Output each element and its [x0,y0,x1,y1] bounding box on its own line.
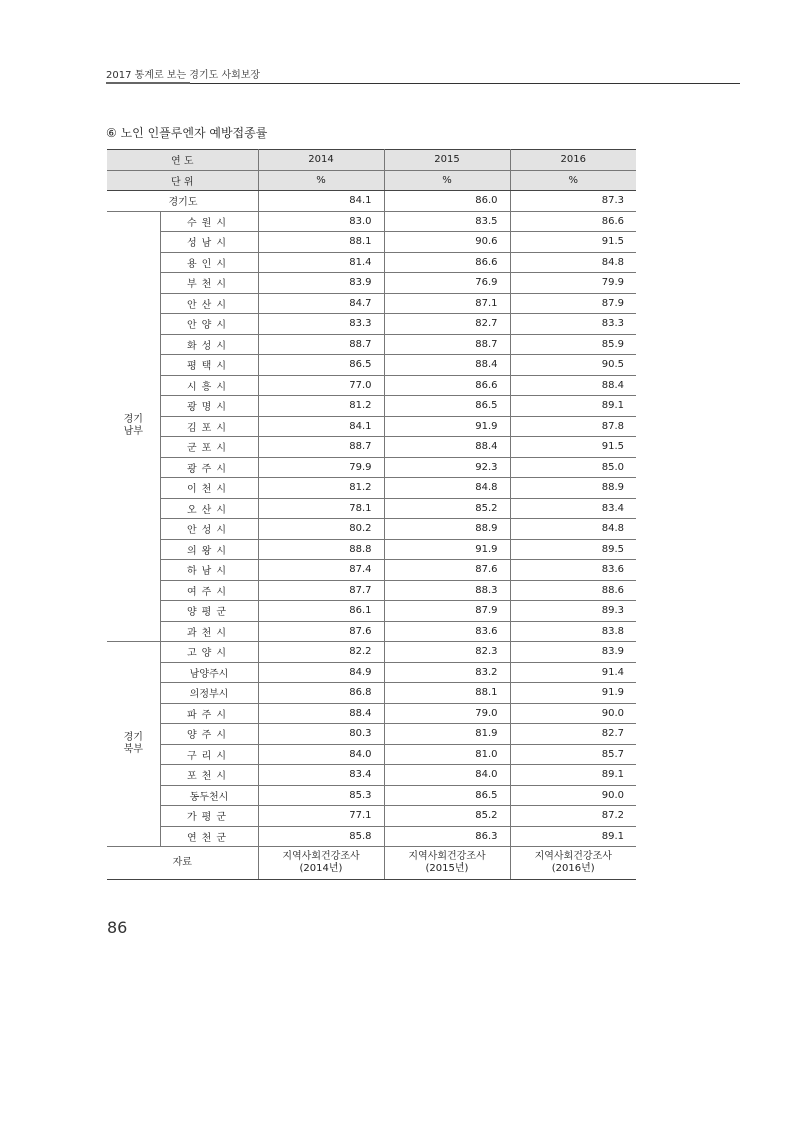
city-name: 여주시 [160,580,258,601]
city-name: 가평군 [160,806,258,827]
value-cell: 88.4 [384,355,510,376]
value-cell: 79.9 [258,457,384,478]
table-row [107,703,636,724]
city-name: 성남시 [160,232,258,253]
city-name: 파주시 [160,703,258,724]
city-name: 양주시 [160,724,258,745]
value-cell: 83.6 [510,560,636,581]
city-name: 부천시 [160,273,258,294]
value-cell: 87.9 [510,293,636,314]
table-row [107,211,636,232]
table-row [107,580,636,601]
source-2015 [384,847,510,880]
value-cell: 91.9 [510,683,636,704]
value-cell: 89.1 [510,765,636,786]
city-name: 화성시 [160,334,258,355]
table-row [107,273,636,294]
value-cell: 91.9 [384,416,510,437]
table-row [107,724,636,745]
source-2016-line2: (2016년) [551,863,595,874]
value-cell: 80.2 [258,519,384,540]
value-cell: 81.4 [258,252,384,273]
unit-row [107,170,636,191]
value-cell: 91.5 [510,437,636,458]
table-row [107,560,636,581]
city-name: 안성시 [160,519,258,540]
value-cell: 90.0 [510,785,636,806]
value-cell: 84.0 [384,765,510,786]
value-cell: 88.8 [258,539,384,560]
gyeonggi-total-row [107,191,636,212]
vaccination-table [107,149,636,880]
value-cell: 92.3 [384,457,510,478]
value-cell: 89.5 [510,539,636,560]
value-cell: 86.5 [258,355,384,376]
value-cell: 84.8 [510,519,636,540]
value-cell: 87.8 [510,416,636,437]
value-cell: 85.0 [510,457,636,478]
value-cell: 87.1 [384,293,510,314]
value-cell: 87.9 [384,601,510,622]
value-cell: 88.9 [384,519,510,540]
table-row [107,457,636,478]
city-name: 연천군 [160,826,258,847]
table-row [107,252,636,273]
value-cell: 91.4 [510,662,636,683]
value-cell: 82.2 [258,642,384,663]
table-row [107,806,636,827]
value-cell: 83.2 [384,662,510,683]
value-cell: 86.8 [258,683,384,704]
value-cell: 83.9 [258,273,384,294]
value-cell: 88.4 [384,437,510,458]
value-cell: 88.3 [384,580,510,601]
value-cell: 90.5 [510,355,636,376]
city-name: 포천시 [160,765,258,786]
unit-2015: % [384,170,510,191]
value-cell: 87.4 [258,560,384,581]
page-number: 86 [107,918,128,937]
source-2016-line1: 지역사회건강조사 [534,851,612,862]
table-row [107,314,636,335]
city-name: 하남시 [160,560,258,581]
value-cell: 88.1 [258,232,384,253]
value-cell: 89.1 [510,396,636,417]
value-cell: 86.5 [384,785,510,806]
value-cell: 87.7 [258,580,384,601]
city-name: 군포시 [160,437,258,458]
section-title: ⑥ 노인 인플루엔자 예방접종률 [106,126,268,140]
value-cell: 79.9 [510,273,636,294]
value-cell: 84.8 [510,252,636,273]
value-cell: 80.3 [258,724,384,745]
value-cell: 83.4 [258,765,384,786]
city-name: 남양주시 [160,662,258,683]
table-row [107,334,636,355]
region-label: 경기 북부 [107,642,160,847]
value-cell: 85.7 [510,744,636,765]
value-cell: 77.1 [258,806,384,827]
running-header: 2017 통계로 보는 경기도 사회보장 [106,70,261,81]
table-row [107,621,636,642]
table-row [107,826,636,847]
year-2014: 2014 [258,150,384,171]
city-name: 과천시 [160,621,258,642]
value-cell: 88.4 [510,375,636,396]
value-cell: 85.9 [510,334,636,355]
value-cell: 84.1 [258,416,384,437]
value-cell: 85.2 [384,498,510,519]
year-header-label: 연 도 [107,150,258,171]
table-row [107,519,636,540]
value-cell: 84.0 [258,744,384,765]
source-row [107,847,636,880]
city-name: 의왕시 [160,539,258,560]
value-cell: 84.7 [258,293,384,314]
source-2015-line2: (2015년) [425,863,469,874]
value-cell: 89.1 [510,826,636,847]
value-cell: 88.1 [384,683,510,704]
city-name: 이천시 [160,478,258,499]
value-cell: 91.5 [510,232,636,253]
value-cell: 83.5 [384,211,510,232]
value-cell: 86.6 [384,375,510,396]
source-2014 [258,847,384,880]
source-2016 [510,847,636,880]
value-cell: 86.6 [384,252,510,273]
value-cell: 84.8 [384,478,510,499]
city-name: 용인시 [160,252,258,273]
value-cell: 90.6 [384,232,510,253]
gyeonggi-2015: 86.0 [384,191,510,212]
table-row [107,765,636,786]
value-cell: 88.4 [258,703,384,724]
value-cell: 82.7 [510,724,636,745]
value-cell: 86.3 [384,826,510,847]
year-2016: 2016 [510,150,636,171]
value-cell: 82.3 [384,642,510,663]
value-cell: 83.3 [510,314,636,335]
value-cell: 81.2 [258,478,384,499]
unit-label: 단 위 [107,170,258,191]
city-name: 안양시 [160,314,258,335]
value-cell: 78.1 [258,498,384,519]
value-cell: 82.7 [384,314,510,335]
city-name: 김포시 [160,416,258,437]
city-name: 양평군 [160,601,258,622]
value-cell: 76.9 [384,273,510,294]
value-cell: 88.7 [258,437,384,458]
source-2014-line1: 지역사회건강조사 [282,851,360,862]
value-cell: 86.5 [384,396,510,417]
year-2015: 2015 [384,150,510,171]
source-label: 자료 [107,847,258,880]
source-2014-line2: (2014년) [299,863,343,874]
table-row [107,785,636,806]
value-cell: 86.6 [510,211,636,232]
table-row [107,478,636,499]
value-cell: 88.6 [510,580,636,601]
value-cell: 77.0 [258,375,384,396]
source-2015-line1: 지역사회건강조사 [408,851,486,862]
value-cell: 87.6 [258,621,384,642]
value-cell: 87.2 [510,806,636,827]
city-name: 구리시 [160,744,258,765]
value-cell: 88.7 [258,334,384,355]
value-cell: 79.0 [384,703,510,724]
city-name: 시흥시 [160,375,258,396]
table-row [107,396,636,417]
city-name: 고양시 [160,642,258,663]
value-cell: 81.0 [384,744,510,765]
table-row [107,375,636,396]
value-cell: 88.7 [384,334,510,355]
city-name: 오산시 [160,498,258,519]
region-label: 경기 남부 [107,211,160,642]
table-row [107,437,636,458]
value-cell: 87.6 [384,560,510,581]
gyeonggi-2014: 84.1 [258,191,384,212]
value-cell: 85.3 [258,785,384,806]
value-cell: 86.1 [258,601,384,622]
value-cell: 83.4 [510,498,636,519]
table-row [107,293,636,314]
value-cell: 81.9 [384,724,510,745]
city-name: 안산시 [160,293,258,314]
gyeonggi-2016: 87.3 [510,191,636,212]
table-row [107,662,636,683]
year-header-row [107,150,636,171]
value-cell: 91.9 [384,539,510,560]
table-row [107,539,636,560]
value-cell: 89.3 [510,601,636,622]
table-row [107,642,636,663]
value-cell: 83.9 [510,642,636,663]
city-name: 동두천시 [160,785,258,806]
city-name: 평택시 [160,355,258,376]
city-name: 의정부시 [160,683,258,704]
value-cell: 83.0 [258,211,384,232]
unit-2014: % [258,170,384,191]
header-rule-accent [106,82,190,84]
table-row [107,683,636,704]
value-cell: 83.8 [510,621,636,642]
table-row [107,355,636,376]
value-cell: 90.0 [510,703,636,724]
value-cell: 85.8 [258,826,384,847]
value-cell: 83.3 [258,314,384,335]
value-cell: 84.9 [258,662,384,683]
unit-2016: % [510,170,636,191]
value-cell: 85.2 [384,806,510,827]
city-name: 광주시 [160,457,258,478]
city-name: 광명시 [160,396,258,417]
gyeonggi-total-label: 경기도 [107,191,258,212]
table-row [107,232,636,253]
value-cell: 88.9 [510,478,636,499]
table-row [107,416,636,437]
header-rule [190,83,740,84]
table-row [107,601,636,622]
table-row [107,498,636,519]
value-cell: 81.2 [258,396,384,417]
table-row [107,744,636,765]
value-cell: 83.6 [384,621,510,642]
city-name: 수원시 [160,211,258,232]
